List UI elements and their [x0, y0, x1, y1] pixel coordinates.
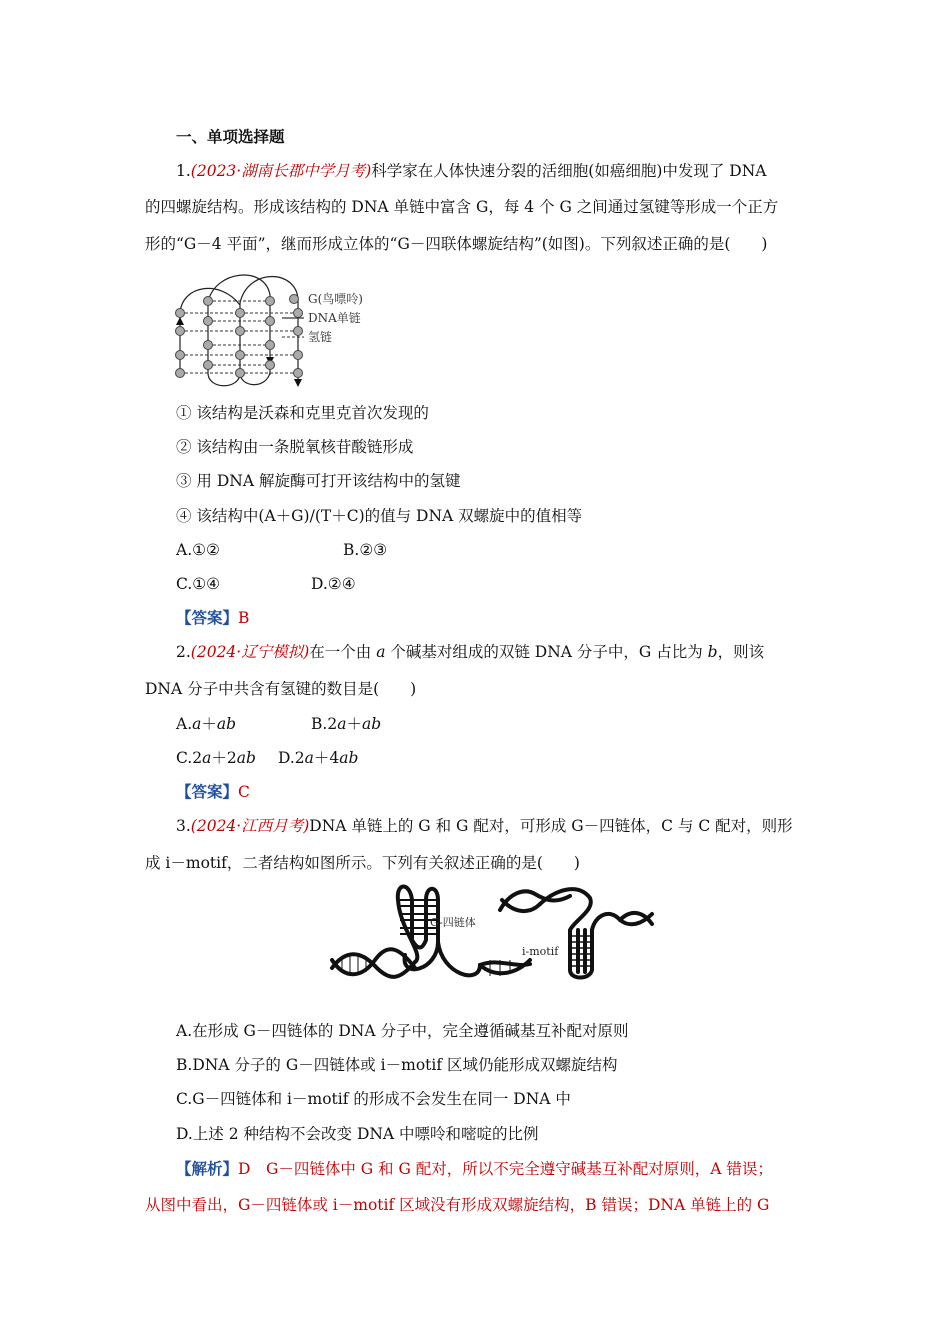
q1-option-a: A.①②: [176, 541, 220, 559]
q1-number: 1.: [176, 162, 191, 180]
legend-strand-label: DNA单链: [308, 311, 361, 325]
q1-option-b: B.②③: [343, 541, 388, 559]
q2-stem-part: 个碱基对组成的双链 DNA 分子中，G 占比为: [385, 643, 708, 661]
q2-option-d: D.2a＋4ab: [278, 749, 359, 767]
q3-source: (2024·江西月考): [190, 817, 310, 835]
q3-analysis-label: 【解析】: [176, 1159, 239, 1178]
q3-number: 3.: [176, 817, 191, 835]
q3-option-b: B.DNA 分子的 G－四链体或 i－motif 区域仍能形成双螺旋结构: [176, 1056, 618, 1074]
q1-stem-line3: 形的“G－4 平面”，继而形成立体的“G－四联体螺旋结构”(如图)。下列叙述正确的是( ): [145, 235, 768, 253]
q2-var-b: b: [707, 643, 718, 661]
g-quadruplex-figure: [170, 265, 390, 390]
q2-var-a: a: [376, 643, 386, 661]
q2-answer-label: 【答案】: [176, 782, 239, 801]
quadruplex-imotif-figure: [330, 880, 660, 992]
q3-stem-text: DNA 单链上的 G 和 G 配对，可形成 G－四链体，C 与 C 配对，则形: [309, 817, 793, 835]
q2-option-a: A.a＋ab: [176, 715, 237, 733]
q1-item-4: ④ 该结构中(A＋G)/(T＋C)的值与 DNA 双螺旋中的值相等: [176, 507, 583, 525]
q3-analysis-text: D G－四链体中 G 和 G 配对，所以不完全遵守碱基互补配对原则，A 错误；: [238, 1160, 773, 1178]
section-title: 一、单项选择题: [176, 127, 285, 146]
q2-answer: [176, 781, 250, 803]
legend-hbond-label: 氢链: [308, 330, 333, 344]
legend-g-marker: [290, 295, 299, 304]
q3-option-c: C.G－四链体和 i－motif 的形成不会发生在同一 DNA 中: [176, 1090, 571, 1108]
q1-option-c: C.①④: [176, 575, 221, 593]
g-quadruplex-label: G-四链体: [430, 916, 476, 929]
i-motif-label: i-motif: [522, 945, 559, 958]
q1-item-1: ① 该结构是沃森和克里克首次发现的: [176, 404, 429, 422]
q2-option-c: C.2a＋2ab: [176, 749, 256, 767]
q3-stem-line1: [176, 815, 793, 837]
q1-stem-text: 科学家在人体快速分裂的活细胞(如癌细胞)中发现了 DNA: [371, 162, 767, 180]
q1-option-d: D.②④: [311, 575, 356, 593]
q1-stem-line1: [176, 160, 766, 182]
q1-answer-value: B: [238, 609, 250, 627]
q2-stem-part: 在一个由: [309, 643, 377, 661]
q3-option-a: A.在形成 G－四链体的 DNA 分子中，完全遵循碱基互补配对原则: [176, 1022, 629, 1040]
q2-stem-line2: DNA 分子中共含有氢键的数目是( ): [145, 680, 417, 698]
q2-stem-part: ，则该: [717, 643, 765, 661]
q1-item-3: ③ 用 DNA 解旋酶可打开该结构中的氢键: [176, 472, 461, 490]
q2-stem-line1: [176, 641, 764, 663]
legend-g-label: G(鸟嘌呤): [308, 292, 363, 306]
q3-option-d: D.上述 2 种结构不会改变 DNA 中嘌呤和嘧啶的比例: [176, 1125, 539, 1143]
q3-analysis-line1: [176, 1158, 773, 1180]
q2-number: 2.: [176, 643, 191, 661]
q1-source: (2023·湖南长郡中学月考): [190, 162, 372, 180]
q2-option-b: B.2a＋ab: [311, 715, 382, 733]
q2-answer-value: C: [238, 783, 250, 801]
q3-stem-line2: 成 i－motif，二者结构如图所示。下列有关叙述正确的是( ): [145, 854, 580, 872]
q1-answer-label: 【答案】: [176, 608, 239, 627]
q1-item-2: ② 该结构由一条脱氧核苷酸链形成: [176, 438, 414, 456]
q3-analysis-line2: 从图中看出，G－四链体或 i－motif 区域没有形成双螺旋结构，B 错误；DNA 单链上的 G: [145, 1196, 770, 1214]
q2-source: (2024·辽宁模拟): [190, 643, 310, 661]
q1-stem-line2: 的四螺旋结构。形成该结构的 DNA 单链中富含 G，每 4 个 G 之间通过氢键等形成一个正方: [145, 198, 779, 216]
q1-answer: [176, 607, 249, 629]
